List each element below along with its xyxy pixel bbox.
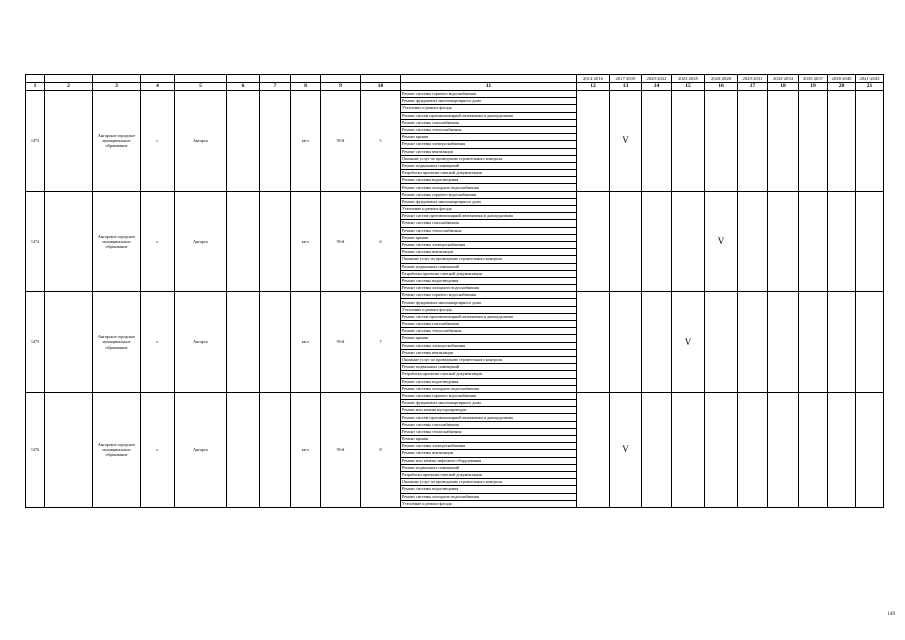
work-item: Разработка проектно-сметной документации xyxy=(401,170,577,177)
schedule-cell xyxy=(642,392,672,507)
work-item: Ремонт подвальных помещений xyxy=(401,464,577,471)
municipality-name: Ангарское городское муниципальное образование xyxy=(93,292,141,393)
schedule-cell xyxy=(799,191,828,292)
work-item: Ремонт подвальных помещений xyxy=(401,364,577,371)
work-item: Ремонт системы электроснабжения xyxy=(401,443,577,450)
building-number: 8 xyxy=(361,392,401,507)
work-item: Ремонт системы теплоснабжения xyxy=(401,328,577,335)
record-number: 1476 xyxy=(26,392,45,507)
quarter-number: 95-й xyxy=(321,392,361,507)
street-blank-cell xyxy=(227,392,260,507)
schedule-cell xyxy=(768,292,799,393)
locality-type: г. xyxy=(141,191,175,292)
work-item: Утепление и ремонт фасада xyxy=(401,500,577,507)
work-item: Ремонт системы электроснабжения xyxy=(401,141,577,148)
record-number: 1474 xyxy=(26,191,45,292)
column-index: 21 xyxy=(856,83,884,91)
table-row xyxy=(26,392,884,399)
street2-blank-cell xyxy=(260,392,291,507)
header-blank-cell xyxy=(227,75,260,83)
column-index: 5 xyxy=(175,83,227,91)
work-item: Оказание услуг по проведению строительного контроля xyxy=(401,479,577,486)
year-header: 2029-2031 xyxy=(738,75,768,83)
column-index: 18 xyxy=(768,83,799,91)
year-header: 2020-2022 xyxy=(642,75,672,83)
work-item: Ремонт системы холодного водоснабжения xyxy=(401,184,577,191)
quarter-number: 95-й xyxy=(321,191,361,292)
work-item: Ремонт подвальных помещений xyxy=(401,162,577,169)
work-item: Оказание услуг по проведению строительного контроля xyxy=(401,356,577,363)
year-header: 2032-2034 xyxy=(768,75,799,83)
schedule-cell xyxy=(856,392,884,507)
work-item: Ремонт системы горячего водоснабжения xyxy=(401,392,577,399)
work-item: Ремонт или замена мусоропроводов xyxy=(401,407,577,414)
work-item: Ремонт системы холодного водоснабжения xyxy=(401,285,577,292)
schedule-mark: V xyxy=(705,191,738,292)
year-header: 2014-2016 xyxy=(577,75,610,83)
column-index: 7 xyxy=(260,83,291,91)
year-header: 2035-2037 xyxy=(799,75,828,83)
work-item: Ремонт системы горячего водоснабжения xyxy=(401,91,577,98)
record-blank-cell xyxy=(45,191,93,292)
work-item: Ремонт систем противопожарной автоматики и дымоудаления xyxy=(401,313,577,320)
column-index: 1 xyxy=(26,83,45,91)
work-item: Ремонт фундамента многоквартирного дома xyxy=(401,400,577,407)
locality-name: Ангарск xyxy=(175,392,227,507)
schedule-cell xyxy=(705,91,738,192)
schedule-cell xyxy=(705,392,738,507)
schedule-cell xyxy=(672,191,705,292)
work-item: Ремонт системы электроснабжения xyxy=(401,342,577,349)
schedule-cell xyxy=(799,91,828,192)
street2-blank-cell xyxy=(260,191,291,292)
years-header-row xyxy=(26,75,884,83)
column-index: 19 xyxy=(799,83,828,91)
record-number: 1475 xyxy=(26,292,45,393)
work-item: Ремонт системы вентиляции xyxy=(401,349,577,356)
column-index: 8 xyxy=(291,83,321,91)
year-header: 2038-2040 xyxy=(828,75,856,83)
building-number: 7 xyxy=(361,292,401,393)
work-item: Ремонт крыши xyxy=(401,134,577,141)
schedule-cell xyxy=(705,292,738,393)
work-item: Ремонт фундамента многоквартирного дома xyxy=(401,198,577,205)
schedule-cell xyxy=(856,91,884,192)
municipality-name: Ангарское городское муниципальное образование xyxy=(93,392,141,507)
work-item: Разработка проектно-сметной документации xyxy=(401,471,577,478)
header-blank-cell xyxy=(401,75,577,83)
building-number: 6 xyxy=(361,191,401,292)
work-item: Ремонт системы вентиляции xyxy=(401,450,577,457)
schedule-cell xyxy=(738,91,768,192)
column-index: 13 xyxy=(610,83,642,91)
locality-type: г. xyxy=(141,392,175,507)
work-item: Ремонт крыши xyxy=(401,335,577,342)
work-item: Ремонт системы газоснабжения xyxy=(401,321,577,328)
work-item: Ремонт системы горячего водоснабжения xyxy=(401,292,577,299)
work-item: Ремонт фундамента многоквартирного дома xyxy=(401,299,577,306)
header-blank-cell xyxy=(45,75,93,83)
column-index: 12 xyxy=(577,83,610,91)
header-blank-cell xyxy=(141,75,175,83)
header-blank-cell xyxy=(361,75,401,83)
schedule-cell xyxy=(610,191,642,292)
work-item: Ремонт системы водоотведения xyxy=(401,486,577,493)
header-blank-cell xyxy=(26,75,45,83)
schedule-cell xyxy=(828,292,856,393)
header-blank-cell xyxy=(175,75,227,83)
table-row xyxy=(26,292,884,299)
work-item: Ремонт систем противопожарной автоматики и дымоудаления xyxy=(401,414,577,421)
year-header: 2041-2043 xyxy=(856,75,884,83)
work-item: Ремонт системы вентиляции xyxy=(401,249,577,256)
area-type: кв-л xyxy=(291,392,321,507)
record-number: 1473 xyxy=(26,91,45,192)
locality-name: Ангарск xyxy=(175,292,227,393)
municipality-name: Ангарское городское муниципальное образование xyxy=(93,191,141,292)
schedule-cell xyxy=(642,191,672,292)
schedule-cell xyxy=(577,191,610,292)
locality-type: г. xyxy=(141,91,175,192)
schedule-cell xyxy=(642,292,672,393)
schedule-mark: V xyxy=(672,292,705,393)
column-index: 6 xyxy=(227,83,260,91)
work-item: Ремонт системы теплоснабжения xyxy=(401,126,577,133)
schedule-mark: V xyxy=(610,91,642,192)
schedule-cell xyxy=(799,292,828,393)
column-index: 20 xyxy=(828,83,856,91)
column-index: 14 xyxy=(642,83,672,91)
work-item: Разработка проектно-сметной документации xyxy=(401,371,577,378)
work-item: Утепление и ремонт фасада xyxy=(401,105,577,112)
work-item: Ремонт системы горячего водоснабжения xyxy=(401,191,577,198)
locality-name: Ангарск xyxy=(175,191,227,292)
schedule-cell xyxy=(577,392,610,507)
work-item: Ремонт фундамента многоквартирного дома xyxy=(401,98,577,105)
work-item: Ремонт или замена лифтового оборудования xyxy=(401,457,577,464)
schedule-cell xyxy=(672,91,705,192)
quarter-number: 95-й xyxy=(321,91,361,192)
column-index: 16 xyxy=(705,83,738,91)
work-item: Ремонт системы холодного водоснабжения xyxy=(401,385,577,392)
work-item: Утепление и ремонт фасада xyxy=(401,306,577,313)
header-blank-cell xyxy=(260,75,291,83)
street-blank-cell xyxy=(227,91,260,192)
column-index: 3 xyxy=(93,83,141,91)
work-item: Утепление и ремонт фасада xyxy=(401,206,577,213)
work-item: Ремонт системы газоснабжения xyxy=(401,421,577,428)
schedule-cell xyxy=(828,91,856,192)
column-index: 2 xyxy=(45,83,93,91)
street2-blank-cell xyxy=(260,91,291,192)
work-item: Ремонт крыши xyxy=(401,234,577,241)
work-item: Ремонт системы водоотведения xyxy=(401,378,577,385)
area-type: кв-л xyxy=(291,91,321,192)
schedule-cell xyxy=(738,191,768,292)
schedule-cell xyxy=(768,191,799,292)
schedule-cell xyxy=(642,91,672,192)
work-item: Оказание услуг по проведению строительного контроля xyxy=(401,155,577,162)
quarter-number: 95-й xyxy=(321,292,361,393)
schedule-mark: V xyxy=(610,392,642,507)
record-blank-cell xyxy=(45,392,93,507)
schedule-cell xyxy=(768,91,799,192)
work-item: Разработка проектно-сметной документации xyxy=(401,270,577,277)
schedule-cell xyxy=(672,392,705,507)
schedule-cell xyxy=(577,91,610,192)
work-item: Ремонт системы холодного водоснабжения xyxy=(401,493,577,500)
work-item: Ремонт крыши xyxy=(401,436,577,443)
locality-type: г. xyxy=(141,292,175,393)
header-blank-cell xyxy=(291,75,321,83)
schedule-cell xyxy=(738,292,768,393)
schedule-cell xyxy=(856,292,884,393)
work-item: Ремонт системы водоотведения xyxy=(401,277,577,284)
header-blank-cell xyxy=(321,75,361,83)
work-item: Ремонт системы теплоснабжения xyxy=(401,428,577,435)
work-item: Ремонт системы водоотведения xyxy=(401,177,577,184)
street-blank-cell xyxy=(227,292,260,393)
work-item: Ремонт системы теплоснабжения xyxy=(401,227,577,234)
work-item: Ремонт системы газоснабжения xyxy=(401,119,577,126)
work-item: Ремонт систем противопожарной автоматики и дымоудаления xyxy=(401,112,577,119)
work-item: Ремонт системы газоснабжения xyxy=(401,220,577,227)
schedule-cell xyxy=(799,392,828,507)
column-index: 11 xyxy=(401,83,577,91)
column-index: 10 xyxy=(361,83,401,91)
street-blank-cell xyxy=(227,191,260,292)
schedule-cell xyxy=(738,392,768,507)
column-index: 17 xyxy=(738,83,768,91)
area-type: кв-л xyxy=(291,191,321,292)
work-item: Ремонт систем противопожарной автоматики и дымоудаления xyxy=(401,213,577,220)
table-row xyxy=(26,91,884,98)
schedule-cell xyxy=(768,392,799,507)
building-number: 5 xyxy=(361,91,401,192)
table-row xyxy=(26,191,884,198)
work-item: Ремонт системы электроснабжения xyxy=(401,241,577,248)
column-index-row xyxy=(26,83,884,91)
work-item: Ремонт системы вентиляции xyxy=(401,148,577,155)
year-header: 2023-2025 xyxy=(672,75,705,83)
schedule-cell xyxy=(610,292,642,393)
column-index: 9 xyxy=(321,83,361,91)
record-blank-cell xyxy=(45,292,93,393)
record-blank-cell xyxy=(45,91,93,192)
municipality-name: Ангарское городское муниципальное образование xyxy=(93,91,141,192)
capital-repair-table xyxy=(25,74,882,508)
street2-blank-cell xyxy=(260,292,291,393)
schedule-cell xyxy=(856,191,884,292)
column-index: 4 xyxy=(141,83,175,91)
column-index: 15 xyxy=(672,83,705,91)
area-type: кв-л xyxy=(291,292,321,393)
year-header: 2026-2028 xyxy=(705,75,738,83)
header-blank-cell xyxy=(93,75,141,83)
schedule-cell xyxy=(577,292,610,393)
work-item: Ремонт подвальных помещений xyxy=(401,263,577,270)
year-header: 2017-2019 xyxy=(610,75,642,83)
schedule-cell xyxy=(828,191,856,292)
page-number: 149 xyxy=(887,612,895,617)
work-item: Оказание услуг по проведению строительного контроля xyxy=(401,256,577,263)
locality-name: Ангарск xyxy=(175,91,227,192)
schedule-cell xyxy=(828,392,856,507)
